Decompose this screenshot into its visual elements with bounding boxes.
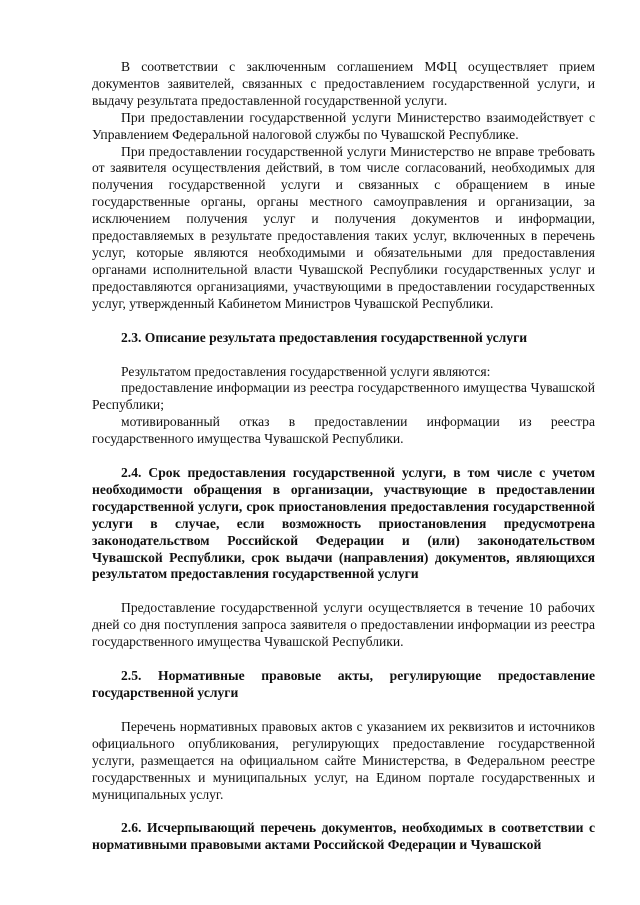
heading-section-2-4: 2.4. Срок предоставления государственной услуги, в том числе с учетом необходимости обращения в организации, участвующие в предоставлении государственной услуги, срок приостановления предоставления государственной услуги в случае, если возможность приостановления предусмотрена законодательством Российской Федерации и (или) законодательством Чувашской Республики, срок выдачи (направления) документов, являющихся результатом предоставления государственной услуги	[92, 465, 595, 582]
section-2-4-text: Предоставление государственной услуги осуществляется в течение 10 рабочих дней со дня поступления запроса заявителя о предоставлении информации из реестра государственного имущества Чувашской Республики.	[92, 600, 595, 650]
heading-section-2-3: 2.3. Описание результата предоставления государственной услуги	[121, 329, 528, 345]
section-2-3-item-2: мотивированный отказ в предоставлении информации из реестра государственного имущества Чувашской Республики.	[92, 414, 595, 447]
paragraph-mfc-agreement: В соответствии с заключенным соглашением МФЦ осуществляет прием документов заявителей, связанных с предоставлением государственной услуги, и выдачу результата предоставленной государственной услуги.	[92, 59, 595, 108]
heading-section-2-5: 2.5. Нормативные правовые акты, регулирующие предоставление государственной услуги	[92, 668, 595, 700]
section-2-3-item-1: предоставление информации из реестра государственного имущества Чувашской Республики;	[92, 380, 595, 413]
paragraph-no-additional-actions: При предоставлении государственной услуги Министерство не вправе требовать от заявителя осуществления действий, в том числе согласований, необходимых для получения государственной услуги и связанных с обращением в иные государственные органы, органы местного самоуправления и организации, за исключением получения услуг и получения документов и информации, предоставляемых в результате предоставления таких услуг, включенных в перечень услуг, которые являются необходимыми и обязательными для предоставления органами исполнительной власти Чувашской Республики государственных услуг и предоставляются организациями, участвующими в предоставлении государственных услуг, утвержденный Кабинетом Министров Чувашской Республики.	[92, 143, 595, 311]
section-2-5-text: Перечень нормативных правовых актов с указанием их реквизитов и источников официального опубликования, регулирующих предоставление государственной услуги, размещается на официальном сайте Министерства, в Федеральном реестре государственных и муниципальных услуг, на Едином портале государственных и муниципальных услуг.	[92, 718, 595, 802]
paragraph-tax-service: При предоставлении государственной услуги Министерство взаимодействует с Управлением Федеральной налоговой службы по Чувашской Республике.	[92, 109, 595, 142]
section-2-3-intro: Результатом предоставления государственной услуги являются:	[121, 363, 491, 379]
heading-section-2-6: 2.6. Исчерпывающий перечень документов, необходимых в соответствии с нормативными правовыми актами Российской Федерации и Чувашской	[92, 820, 595, 853]
